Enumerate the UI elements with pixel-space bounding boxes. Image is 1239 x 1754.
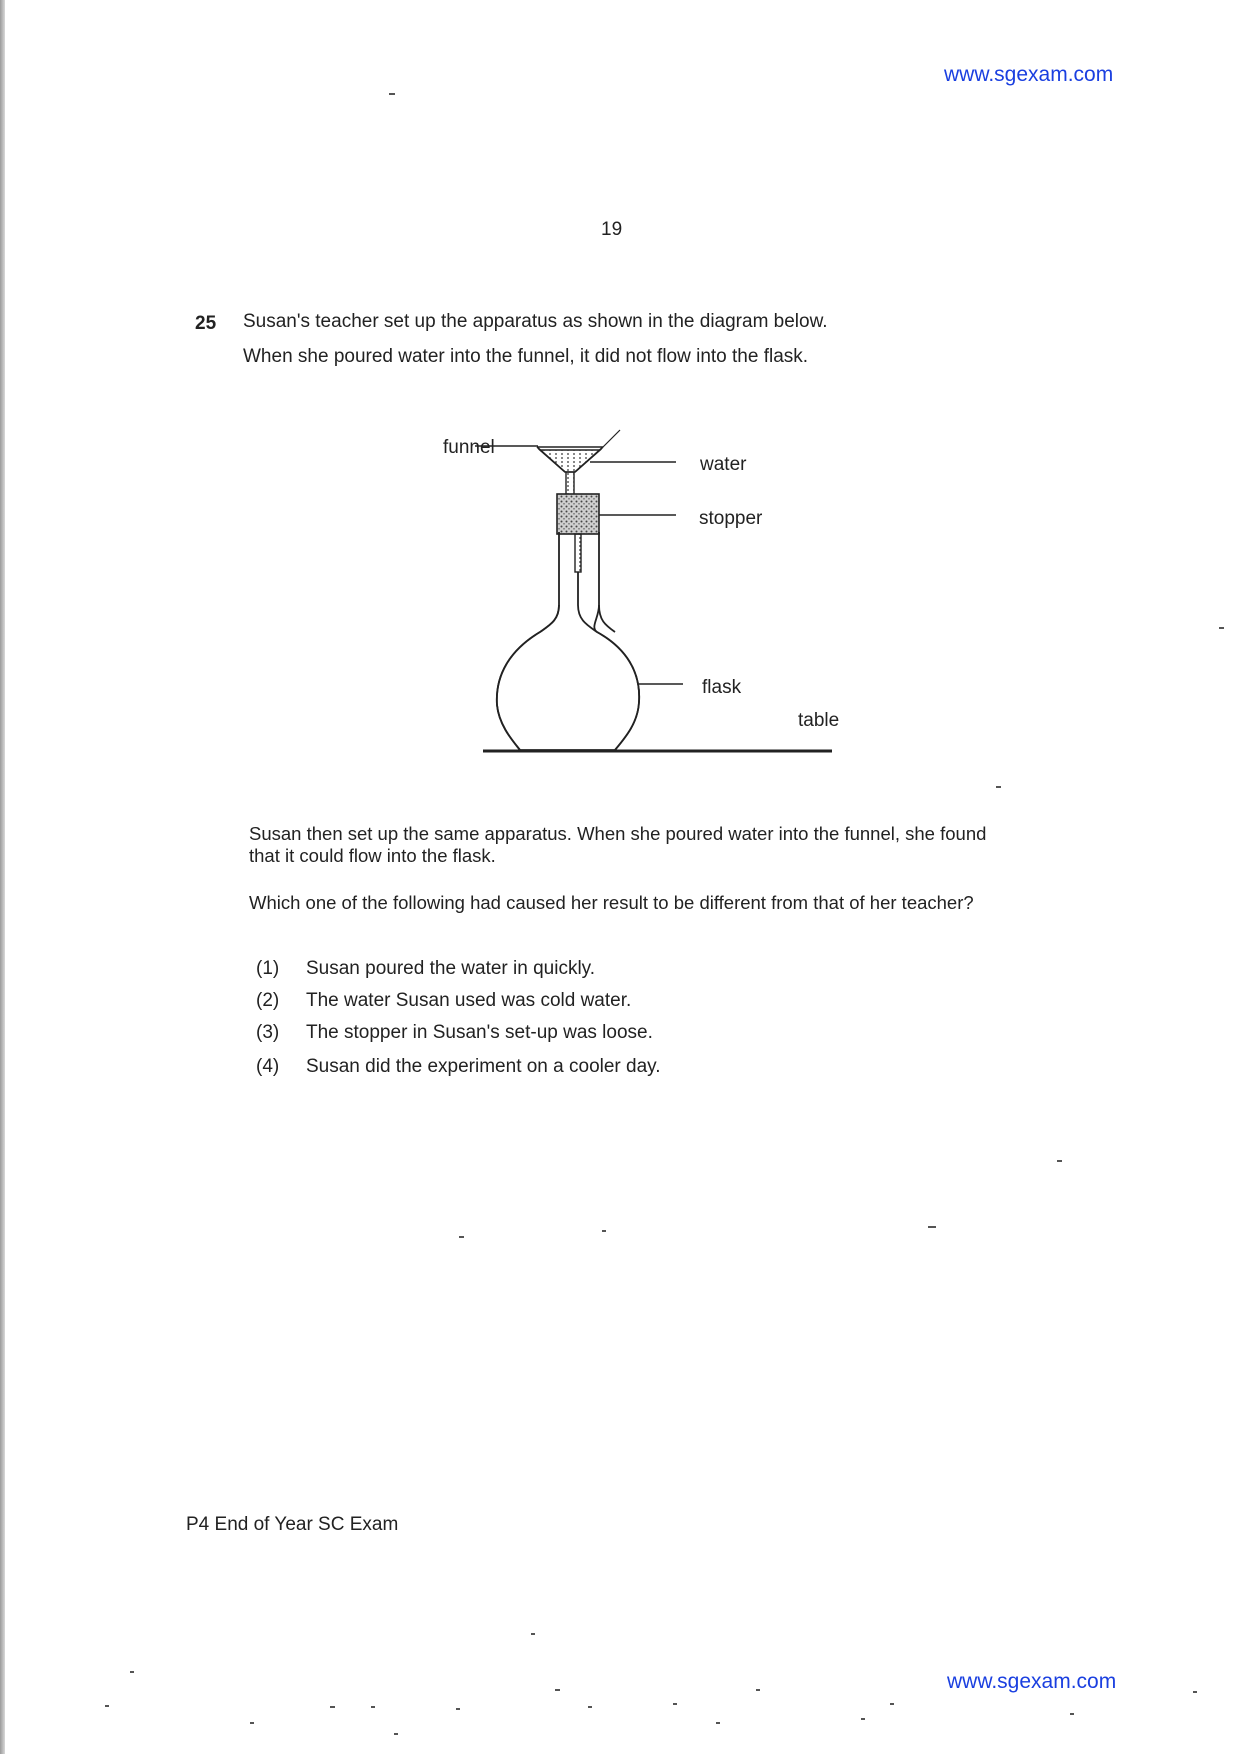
scan-speck: [890, 1703, 894, 1705]
scan-speck: [1193, 1691, 1197, 1693]
option-4-text: Susan did the experiment on a cooler day.: [306, 1056, 661, 1077]
stopper-shape: [557, 494, 599, 534]
stopper-label: stopper: [699, 508, 763, 529]
option-1-text: Susan poured the water in quickly.: [306, 958, 596, 979]
question-number: 25: [195, 313, 217, 334]
question-prompt: Which one of the following had caused her result to be different from that of her teacher?: [249, 892, 974, 913]
scan-speck: [928, 1226, 936, 1228]
apparatus-diagram: [440, 420, 860, 765]
option-3-number: (3): [256, 1022, 280, 1043]
scan-speck: [996, 786, 1001, 788]
scan-speck: [130, 1671, 134, 1673]
scan-speck: [673, 1703, 677, 1705]
question-line-2: When she poured water into the funnel, it did not flow into the flask.: [243, 346, 809, 367]
flask-label: flask: [702, 677, 742, 698]
scan-speck: [716, 1722, 720, 1724]
question-line-1: Susan's teacher set up the apparatus as shown in the diagram below.: [243, 311, 828, 332]
scan-speck: [1070, 1713, 1074, 1715]
follow-up-line-1: Susan then set up the same apparatus. When she poured water into the funnel, she found: [249, 823, 987, 844]
footer-watermark-link[interactable]: www.sgexam.com: [947, 1670, 1117, 1693]
scan-speck: [389, 93, 395, 95]
scan-edge: [0, 0, 5, 1754]
scan-speck: [588, 1706, 592, 1708]
funnel-shape: [537, 430, 620, 496]
scan-speck: [602, 1230, 606, 1232]
exam-title: P4 End of Year SC Exam: [186, 1514, 399, 1535]
funnel-label: funnel: [443, 437, 495, 458]
option-1-number: (1): [256, 958, 280, 979]
scan-speck: [861, 1718, 865, 1720]
scan-speck: [756, 1689, 760, 1691]
scan-speck: [1057, 1160, 1062, 1162]
scan-speck: [1219, 627, 1224, 629]
table-label: table: [798, 710, 840, 731]
funnel-stem: [575, 534, 581, 572]
scan-speck: [555, 1689, 560, 1691]
scan-speck: [394, 1733, 398, 1735]
option-2-number: (2): [256, 990, 280, 1011]
scan-speck: [330, 1706, 335, 1708]
header-watermark-link[interactable]: www.sgexam.com: [944, 63, 1114, 86]
option-2-text: The water Susan used was cold water.: [306, 990, 632, 1011]
page-number: 19: [601, 219, 623, 240]
scan-speck: [531, 1633, 535, 1635]
option-3-text: The stopper in Susan's set-up was loose.: [306, 1022, 653, 1043]
scan-speck: [456, 1708, 460, 1710]
flask-shape: [497, 532, 639, 750]
follow-up-line-2: that it could flow into the flask.: [249, 845, 496, 866]
option-4-number: (4): [256, 1056, 280, 1077]
scan-speck: [371, 1706, 375, 1708]
scan-speck: [105, 1705, 109, 1707]
scan-speck: [459, 1236, 464, 1238]
water-label: water: [700, 454, 747, 475]
scan-speck: [250, 1722, 254, 1724]
